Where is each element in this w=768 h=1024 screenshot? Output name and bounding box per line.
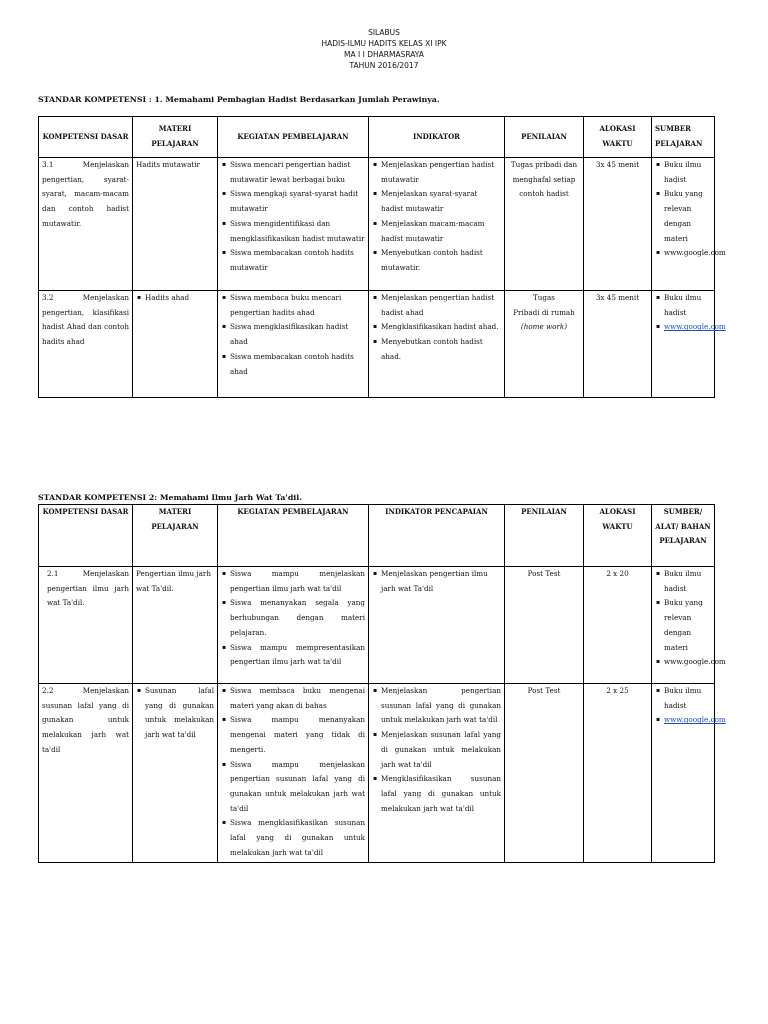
col-alokasi-header: ALOKASI WAKTU <box>584 505 652 567</box>
col-penilaian-header: PENILAIAN <box>505 505 584 567</box>
kd-cell: 2.1 Menjelaskan pengertian ilmu jarh wat Ta'dil. <box>39 567 133 684</box>
kd-cell: 2.2 Menjelaskan susunan lafal yang di gunakan untuk melakukan jarh wat ta'dil <box>39 684 133 863</box>
list-item: ▪ Siswa mengklasifikasikan hadist ahad <box>230 320 365 349</box>
list-item: ▪ Siswa membaca buku mencari pengertian hadits ahad <box>230 291 365 320</box>
list-item: ▪ Menjelaskan pengertian ilmu jarh wat Ta'dil <box>381 567 501 596</box>
kegiatan-cell <box>218 291 369 398</box>
list-item: ▪ Menjelaskan pengertian susunan lafal yang di gunakan untuk melakukan jarh wat ta'dil <box>381 684 501 728</box>
sumber-cell <box>652 684 726 863</box>
materi-cell <box>133 684 218 863</box>
sumber-cell <box>652 291 726 398</box>
col-penilaian-header: PENILAIAN <box>505 117 584 158</box>
col-kegiatan-header: KEGIATAN PEMBELAJARAN <box>218 505 369 567</box>
list-item: ▪ Siswa mampu menjelaskan pengertian ilmu jarh wat ta'dil <box>230 567 365 596</box>
list-item: ▪ Menjelaskan macam-macam hadist mutawatir <box>381 217 501 246</box>
sumber-cell <box>652 158 726 291</box>
penilaian-cell <box>505 291 584 398</box>
list-item: ▪ Siswa mengklasifikasikan susunan lafal yang di gunakan untuk melakukan jarh wat ta'dil <box>230 816 365 860</box>
header-title: SILABUS <box>368 28 400 37</box>
sk2-table <box>38 504 726 863</box>
table-row <box>39 158 715 291</box>
col-sumber-header: SUMBER PELAJARAN <box>652 117 715 158</box>
sk1-title: STANDAR KOMPETENSI : 1. Memahami Pembagian Hadist Berdasarkan Jumlah Perawinya. <box>38 95 440 104</box>
list-item: ▪ Siswa mampu menanyakan mengenai materi yang tidak di mengerti. <box>230 713 365 757</box>
sk1-table <box>38 116 726 398</box>
list-item: ▪ Siswa membacakan contoh hadits ahad <box>230 350 365 379</box>
penilaian-cell: Post Test <box>505 567 584 684</box>
list-item: ▪ Buku ilmu hadist <box>664 158 711 187</box>
col-indikator-header: INDIKATOR <box>369 117 505 158</box>
col-kd-header: KOMPETENSI DASAR <box>39 505 133 567</box>
list-item: ▪ Menjelaskan susunan lafal yang di gunakan untuk melakukan jarh wat ta'dil <box>381 728 501 772</box>
table-row <box>39 684 715 863</box>
list-item: ▪ Siswa mampu menjelaskan pengertian susunan lafal yang di gunakan untuk melakukan jarh wat ta'dil <box>230 758 365 817</box>
penilaian-line: Pribadi di rumah <box>513 307 575 317</box>
list-item: ▪ Buku ilmu hadist <box>664 684 711 713</box>
sumber-cell <box>652 567 726 684</box>
col-alokasi-header: ALOKASI WAKTU <box>584 117 652 158</box>
col-indikator-header: INDIKATOR PENCAPAIAN <box>369 505 505 567</box>
col-materi-header: MATERI PELAJARAN <box>133 117 218 158</box>
list-item: ▪ Menjelaskan syarat-syarat hadist mutawatir <box>381 187 501 216</box>
kd-cell: 3.1 Menjelaskan pengertian, syarat-syarat, macam-macam dan contoh hadist mutawatir. <box>39 158 133 291</box>
kegiatan-cell <box>218 567 369 684</box>
penilaian-line: Tugas <box>533 293 555 302</box>
document-header <box>0 27 768 71</box>
table-row <box>39 291 715 398</box>
indikator-cell <box>369 291 505 398</box>
list-item: ▪ Siswa mampu mempresentasikan pengertian ilmu jarh wat ta'dil <box>230 641 365 670</box>
list-item: ▪ Menyebutkan contoh hadist ahad. <box>381 335 501 364</box>
list-item: ▪ Mengklasifikasikan hadist ahad. <box>381 320 501 335</box>
kegiatan-cell <box>218 684 369 863</box>
penilaian-cell: Tugas pribadi dan menghafal setiap contoh hadist <box>505 158 584 291</box>
list-item: ▪ Siswa mengidentifikasi dan mengklasifikasikan hadist mutawatir <box>230 217 365 246</box>
list-item: ▪ www.google.com <box>664 246 711 261</box>
sk2-header-row <box>39 505 715 567</box>
sk2-title: STANDAR KOMPETENSI 2: Memahami Ilmu Jarh Wat Ta'dil. <box>38 493 302 502</box>
list-item: ▪ Buku ilmu hadist <box>664 291 711 320</box>
list-item: ▪ Buku yang relevan dengan materi <box>664 187 711 246</box>
list-item <box>664 713 726 728</box>
materi-cell <box>133 291 218 398</box>
list-item: ▪ Menyebutkan contoh hadist mutawatir. <box>381 246 501 275</box>
indikator-cell <box>369 567 505 684</box>
indikator-cell <box>369 684 505 863</box>
list-item: ▪ Buku yang relevan dengan materi <box>664 596 711 655</box>
alokasi-cell: 2 x 25 <box>584 684 652 863</box>
alokasi-cell: 3x 45 menit <box>584 291 652 398</box>
list-item: ▪ Menjelaskan pengertian hadist hadist ahad <box>381 291 501 320</box>
list-item: ▪ www.google.com <box>664 655 711 670</box>
list-item <box>664 320 726 335</box>
list-item: ▪ Buku ilmu hadist <box>664 567 711 596</box>
header-school: MA I I DHARMASRAYA <box>344 50 424 59</box>
sk1-header-row <box>39 117 715 158</box>
kegiatan-cell <box>218 158 369 291</box>
penilaian-line: (home work) <box>520 322 568 332</box>
list-item: ▪ Siswa menanyakan segala yang berhubungan dengan materi pelajaran. <box>230 596 365 640</box>
penilaian-cell: Post Test <box>505 684 584 863</box>
list-item: ▪ Siswa mencari pengertian hadist mutawatir lewat berbagai buku <box>230 158 365 187</box>
list-item: ▪ Mengklasifikasikan susunan lafal yang di gunakan untuk melakukan jarh wat ta'dil <box>381 772 501 816</box>
list-item: ▪ Susunan lafal yang di gunakan untuk melakukan jarh wat ta'dil <box>145 684 214 743</box>
col-materi-header: MATERI PELAJARAN <box>133 505 218 567</box>
list-item: ▪ Hadits ahad <box>145 291 214 306</box>
col-kegiatan-header: KEGIATAN PEMBELAJARAN <box>218 117 369 158</box>
materi-cell: Pengertian ilmu jarh wat Ta'dil. <box>133 567 218 684</box>
header-subject: HADIS-ILMU HADITS KELAS XI IPK <box>321 39 447 48</box>
list-item: ▪ Siswa membacakan contoh hadits mutawatir <box>230 246 365 275</box>
col-sumber-header: SUMBER/ ALAT/ BAHAN PELAJARAN <box>652 505 715 567</box>
table-row <box>39 567 715 684</box>
list-item: ▪ Siswa membaca buku mengenai materi yang akan di bahas <box>230 684 365 713</box>
google-link[interactable]: www.google.com <box>664 322 726 332</box>
alokasi-cell: 3x 45 menit <box>584 158 652 291</box>
list-item: ▪ Siswa mengkaji syarat-syarat hadit mutawatir <box>230 187 365 216</box>
header-year: TAHUN 2016/2017 <box>349 61 419 70</box>
list-item: ▪ Menjelaskan pengertian hadist mutawatir <box>381 158 501 187</box>
materi-cell: Hadits mutawatir <box>133 158 218 291</box>
alokasi-cell: 2 x 20 <box>584 567 652 684</box>
col-kd-header: KOMPETENSI DASAR <box>39 117 133 158</box>
google-link[interactable]: www.google.com <box>664 715 726 725</box>
indikator-cell <box>369 158 505 291</box>
kd-cell: 3.2 Menjelaskan pengertian, klasifikasi hadist Ahad dan contoh hadits ahad <box>39 291 133 398</box>
